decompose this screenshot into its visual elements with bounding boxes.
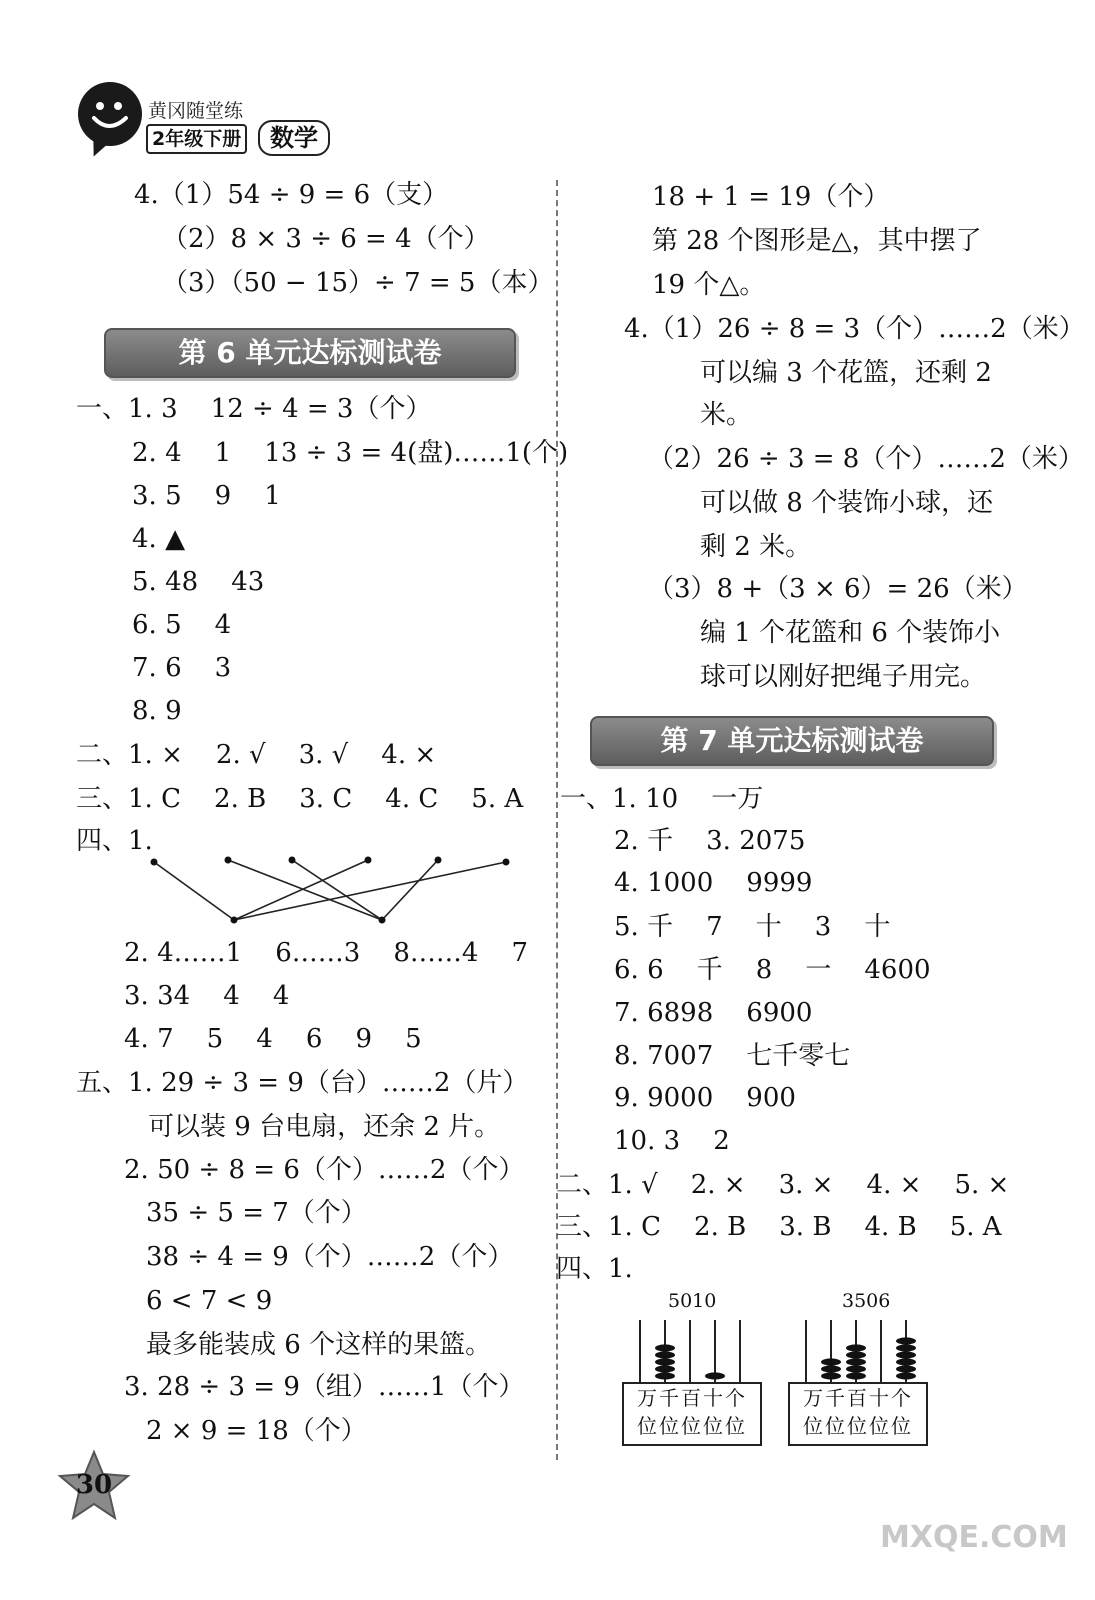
answer-line: 4. ▲ xyxy=(132,524,186,554)
abacus-rods xyxy=(786,1316,926,1382)
abacus-bead xyxy=(896,1358,916,1365)
place-labels-row1: 万千百十个 xyxy=(637,1386,747,1410)
answer-line: 5. 48 43 xyxy=(132,567,265,597)
answer-line: 三、1. C 2. B 3. C 4. C 5. A xyxy=(76,784,524,814)
abacus-rods xyxy=(620,1316,760,1382)
answer-line: 米。 xyxy=(700,400,753,430)
abacus-bead xyxy=(655,1372,675,1379)
answer-line: 四、1. xyxy=(76,826,153,856)
answer-line: 二、1. √ 2. × 3. × 4. × 5. × xyxy=(556,1170,1010,1200)
answer-line: 二、1. × 2. √ 3. √ 4. × xyxy=(76,740,437,770)
abacus-bead xyxy=(655,1351,675,1358)
abacus-bead xyxy=(655,1358,675,1365)
answer-line: 6 < 7 < 9 xyxy=(146,1286,273,1316)
answer-line: 4. 7 5 4 6 9 5 xyxy=(124,1024,422,1054)
answer-line: 2. 50 ÷ 8 = 6（个）……2（个） xyxy=(124,1155,525,1185)
answer-line: 第 28 个图形是△，其中摆了 xyxy=(652,226,982,256)
abacus-bead xyxy=(655,1365,675,1372)
abacus-bead xyxy=(896,1372,916,1379)
answer-line: 8. 7007 七千零七 xyxy=(614,1041,851,1071)
answer-line: 18 + 1 = 19（个） xyxy=(652,182,890,212)
answer-line: 可以编 3 个花篮，还剩 2 xyxy=(700,358,992,388)
page-number: 30 xyxy=(75,1470,113,1500)
answer-line: 3. 34 4 4 xyxy=(124,981,290,1011)
answer-line: 三、1. C 2. B 3. B 4. B 5. A xyxy=(556,1212,1002,1242)
abacus-base xyxy=(788,1382,928,1446)
watermark: MXQE.COM xyxy=(880,1520,1068,1555)
answer-line: （2）8 × 3 ÷ 6 = 4（个） xyxy=(162,224,490,254)
answer-line: 3. 28 ÷ 3 = 9（组）……1（个） xyxy=(124,1372,525,1402)
place-labels-row2: 位位位位位 xyxy=(637,1414,747,1438)
answer-line: 3. 5 9 1 xyxy=(132,481,281,511)
place-labels-row1: 万千百十个 xyxy=(803,1386,913,1410)
answer-line: 球可以刚好把绳子用完。 xyxy=(700,662,987,692)
answer-line: 剩 2 米。 xyxy=(700,532,812,562)
series-title: 黄冈随堂练 xyxy=(148,100,244,122)
abacus-bead xyxy=(655,1344,675,1351)
answer-line: 一、1. 3 12 ÷ 4 = 3（个） xyxy=(76,394,432,424)
answer-line: 6. 5 4 xyxy=(132,610,232,640)
unit6-title-banner: 第 6 单元达标测试卷 xyxy=(104,328,516,378)
abacus-value: 5010 xyxy=(668,1290,717,1312)
answer-line: 4.（1）54 ÷ 9 = 6（支） xyxy=(134,180,449,210)
answer-line: 9. 9000 900 xyxy=(614,1083,796,1113)
answer-line: 4. 1000 9999 xyxy=(614,868,813,898)
answer-line: 2 × 9 = 18（个） xyxy=(146,1416,367,1446)
matching-lines-diagram xyxy=(140,850,520,930)
place-labels-row2: 位位位位位 xyxy=(803,1414,913,1438)
answer-line: （2）26 ÷ 3 = 8（个）……2（米） xyxy=(648,444,1084,474)
abacus-bead xyxy=(846,1365,866,1372)
answer-line: 四、1. xyxy=(556,1254,633,1284)
abacus-base xyxy=(622,1382,762,1446)
grade-label: 2年级下册 xyxy=(146,124,247,154)
abacus-bead xyxy=(846,1372,866,1379)
answer-line: 五、1. 29 ÷ 3 = 9（台）……2（片） xyxy=(76,1068,529,1098)
answer-line: 35 ÷ 5 = 7（个） xyxy=(146,1198,367,1228)
abacus-bead xyxy=(846,1351,866,1358)
answer-line: 7. 6 3 xyxy=(132,653,232,683)
abacus-bead xyxy=(896,1344,916,1351)
answer-line: （3）8 +（3 × 6）= 26（米） xyxy=(648,574,1028,604)
answer-line: 7. 6898 6900 xyxy=(614,998,813,1028)
answer-line: 38 ÷ 4 = 9（个）……2（个） xyxy=(146,1242,514,1272)
answer-line: 编 1 个花篮和 6 个装饰小 xyxy=(700,618,1001,648)
subject-label: 数学 xyxy=(258,120,330,156)
answer-line: 可以装 9 台电扇，还余 2 片。 xyxy=(148,1112,501,1142)
abacus-bead xyxy=(821,1365,841,1372)
answer-line: 一、1. 10 一万 xyxy=(560,784,764,814)
abacus-bead xyxy=(896,1365,916,1372)
abacus-bead xyxy=(705,1372,725,1379)
abacus-bead xyxy=(846,1358,866,1365)
answer-line: 6. 6 千 8 一 4600 xyxy=(614,955,931,985)
abacus-bead xyxy=(846,1344,866,1351)
abacus-bead xyxy=(821,1358,841,1365)
unit7-title-banner: 第 7 单元达标测试卷 xyxy=(590,716,994,766)
answer-line: （3）（50 − 15）÷ 7 = 5（本） xyxy=(162,268,554,298)
abacus-bead xyxy=(896,1337,916,1344)
answer-line: 4.（1）26 ÷ 8 = 3（个）……2（米） xyxy=(624,314,1085,344)
answer-line: 2. 4……1 6……3 8……4 7 xyxy=(124,938,529,968)
answer-line: 2. 4 1 13 ÷ 3 = 4(盘)……1(个) xyxy=(132,438,569,468)
answer-line: 5. 千 7 十 3 十 xyxy=(614,912,891,942)
answer-line: 可以做 8 个装饰小球，还 xyxy=(700,488,994,518)
abacus-bead xyxy=(821,1372,841,1379)
answer-line: 8. 9 xyxy=(132,696,182,726)
abacus-bead xyxy=(896,1351,916,1358)
answer-line: 19 个△。 xyxy=(652,270,766,300)
answer-line: 2. 千 3. 2075 xyxy=(614,826,806,856)
answer-line: 最多能装成 6 个这样的果篮。 xyxy=(146,1330,492,1360)
answer-line: 10. 3 2 xyxy=(614,1126,730,1156)
abacus-value: 3506 xyxy=(842,1290,891,1312)
